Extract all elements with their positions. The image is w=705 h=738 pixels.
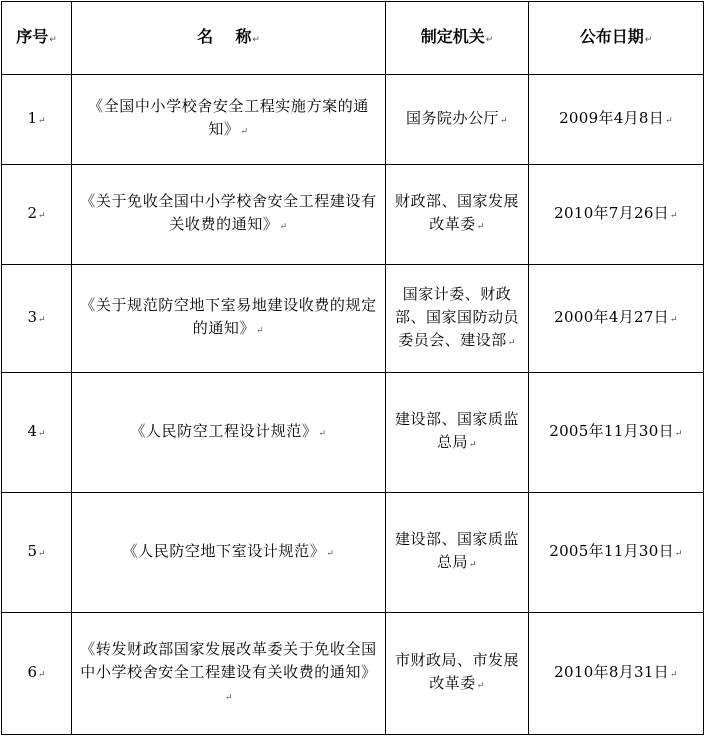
table-row — [2, 265, 704, 373]
row-agency: 国务院办公厅↵ — [386, 75, 529, 165]
table-row — [2, 613, 704, 735]
paragraph-mark-icon: ↵ — [507, 337, 516, 348]
row-agency: 建设部、国家质监总局↵ — [386, 493, 529, 613]
paragraph-mark-icon: ↵ — [279, 222, 288, 232]
table-row — [2, 165, 704, 265]
row-index: 6↵ — [2, 613, 72, 735]
row-agency: 建设部、国家质监总局↵ — [386, 373, 529, 493]
row-name: 《关于免收全国中小学校舍安全工程建设有关收费的通知》↵ — [72, 165, 386, 265]
paragraph-mark-icon: ↵ — [38, 548, 46, 559]
paragraph-mark-icon: ↵ — [644, 34, 653, 45]
row-name: 《人民防空工程设计规范》↵ — [72, 373, 386, 493]
paragraph-mark-icon: ↵ — [49, 34, 57, 45]
paragraph-mark-icon: ↵ — [38, 115, 46, 126]
paragraph-mark-icon: ↵ — [669, 314, 678, 325]
row-date: 2005年11月30日↵ — [529, 493, 704, 613]
header-row — [2, 2, 704, 75]
paragraph-mark-icon: ↵ — [476, 222, 485, 232]
regulations-table — [1, 1, 704, 735]
paragraph-mark-icon: ↵ — [38, 669, 46, 680]
header-name: 名 称↵ — [72, 2, 386, 75]
header-index: 序号↵ — [2, 2, 72, 75]
header-date: 公布日期↵ — [529, 2, 704, 75]
paragraph-mark-icon: ↵ — [256, 326, 265, 336]
paragraph-mark-icon: ↵ — [318, 428, 327, 439]
header-agency: 制定机关↵ — [386, 2, 529, 75]
row-agency: 国家计委、财政部、国家国防动员委员会、建设部↵ — [386, 265, 529, 373]
row-name: 《关于规范防空地下室易地建设收费的规定的通知》↵ — [72, 265, 386, 373]
table-row — [2, 493, 704, 613]
row-name: 《全国中小学校舍安全工程实施方案的通知》↵ — [72, 75, 386, 165]
row-agency: 财政部、国家发展改革委↵ — [386, 165, 529, 265]
row-date: 2010年8月31日↵ — [529, 613, 704, 735]
paragraph-mark-icon: ↵ — [38, 314, 46, 325]
row-date: 2009年4月8日↵ — [529, 75, 704, 165]
paragraph-mark-icon: ↵ — [665, 115, 673, 126]
table-row — [2, 373, 704, 493]
row-name: 《转发财政部国家发展改革委关于免收全国中小学校舍安全工程建设有关收费的通知》↵ — [72, 613, 386, 735]
row-date: 2005年11月30日↵ — [529, 373, 704, 493]
paragraph-mark-icon: ↵ — [38, 428, 46, 439]
paragraph-mark-icon: ↵ — [674, 428, 683, 439]
paragraph-mark-icon: ↵ — [476, 681, 485, 691]
row-agency: 市财政局、市发展改革委↵ — [386, 613, 529, 735]
paragraph-mark-icon: ↵ — [499, 115, 509, 126]
paragraph-mark-icon: ↵ — [224, 692, 234, 703]
row-index: 3↵ — [2, 265, 72, 373]
row-date: 2010年7月26日↵ — [529, 165, 704, 265]
row-index: 4↵ — [2, 373, 72, 493]
row-index: 1↵ — [2, 75, 72, 165]
paragraph-mark-icon: ↵ — [669, 210, 678, 221]
paragraph-mark-icon: ↵ — [252, 34, 260, 45]
paragraph-mark-icon: ↵ — [240, 127, 249, 137]
paragraph-mark-icon: ↵ — [326, 548, 335, 559]
table-row — [2, 75, 704, 165]
paragraph-mark-icon: ↵ — [468, 440, 478, 450]
paragraph-mark-icon: ↵ — [485, 34, 494, 45]
row-name: 《人民防空地下室设计规范》↵ — [72, 493, 386, 613]
paragraph-mark-icon: ↵ — [38, 210, 46, 221]
paragraph-mark-icon: ↵ — [669, 669, 678, 680]
paragraph-mark-icon: ↵ — [468, 560, 478, 570]
row-date: 2000年4月27日↵ — [529, 265, 704, 373]
row-index: 5↵ — [2, 493, 72, 613]
paragraph-mark-icon: ↵ — [674, 548, 683, 559]
row-index: 2↵ — [2, 165, 72, 265]
